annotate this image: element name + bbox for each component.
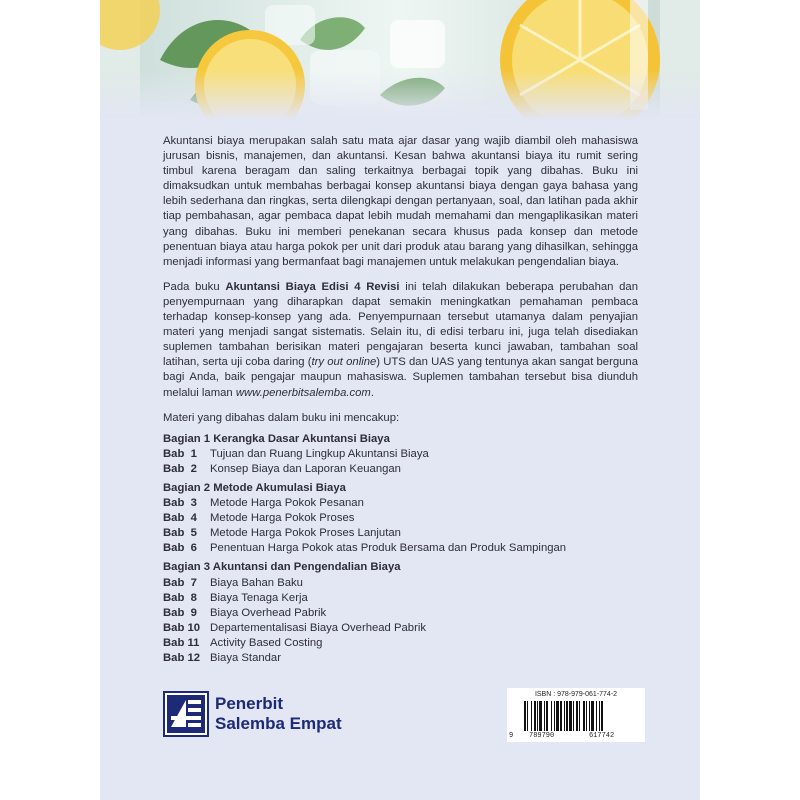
chapter-row (163, 462, 638, 477)
section-2 (163, 481, 638, 556)
chapter-row (163, 621, 638, 636)
section-title: Bagian 3 Akuntansi dan Pengendalian Biaya (163, 561, 401, 574)
barcode-digits-left: 789790 (529, 732, 555, 740)
barcode-bars (512, 701, 640, 731)
chapter-number: Bab 11 (163, 636, 200, 649)
contents-intro: Materi yang dibahas dalam buku ini mencakup: (163, 411, 400, 424)
chapter-number: Bab 10 (163, 621, 201, 634)
intro-paragraph: Akuntansi biaya merupakan salah satu mata ajar dasar yang wajib diambil oleh mahasiswa jurusan bisnis, manajemen, dan akuntansi. Kesan bahwa akuntansi biaya itu rumit sering timbul karena beragam dan saling terkaitnya berbagai topik yang dibahas. Buku ini dimaksudkan untuk membahas berbagai konsep akuntansi biaya dengan gaya bahasa yang lebih sederhana dan ringkas, serta dilengkapi dengan pertanyaan, soal, dan latihan pada akhir tiap pembahasan, agar pembaca dapat lebih mudah memahami dan mengaplikasikan materi yang dibahas. Buku ini memberi penekanan secara khusus pada konsep dan metode penentuan biaya atau harga pokok per unit dari produk atau barang yang dihasilkan, sehingga menjadi informasi yang bermanfaat bagi manajemen untuk melakukan pengendalian biaya. (163, 135, 638, 268)
chapter-number: Bab 3 (163, 497, 197, 510)
publisher-url: www.penerbitsalemba.com (235, 386, 371, 399)
edition-paragraph-text-c: ) UTS dan UAS yang tentunya akan sangat berguna bagi Anda, baik pengajar maupun mahasiswa. Suplemen tambahan tersebut bisa diunduh melalui laman (163, 356, 638, 399)
chapter-number: Bab 12 (163, 652, 201, 664)
isbn-barcode (507, 688, 645, 742)
publisher-block (163, 691, 342, 737)
section-title: Bagian 2 Metode Akumulasi Biaya (163, 481, 346, 494)
section-3 (163, 560, 638, 666)
chapter-row (163, 591, 638, 606)
chapter-number: Bab 4 (163, 512, 197, 525)
edition-paragraph-text-b: ini telah dilakukan beberapa perubahan dan penyempurnaan yang diharapkan dapat semakin meningkatkan pemahaman pembaca terhadap konsep-konsep yang ada. Penyempurnaan tersebut utamanya dalam penyajian materi yang menjadi sangat sistematis. Selain itu, di edisi terbaru ini, juga telah disediakan suplemen tambahan berisikan materi pengajaran beserta kunci jawaban, tambahan soal latihan, serta uji coba daring ( (163, 280, 638, 369)
section-1 (163, 432, 638, 477)
chapter-title: Biaya Tenaga Kerja (210, 591, 308, 604)
chapter-title: Tujuan dan Ruang Lingkup Akuntansi Biaya (210, 447, 429, 460)
chapter-row (163, 496, 638, 511)
chapter-title: Biaya Standar (210, 652, 281, 664)
chapter-row (163, 511, 638, 526)
chapter-title: Biaya Bahan Baku (210, 576, 303, 589)
lemon-water-illustration (100, 0, 700, 120)
publisher-name (215, 694, 342, 734)
description-block (163, 134, 638, 670)
back-cover (100, 0, 700, 800)
chapter-number: Bab 8 (163, 591, 197, 604)
edition-paragraph-text-d: . (370, 386, 374, 399)
publisher-name-line2: Salemba Empat (215, 714, 342, 733)
chapter-number: Bab 9 (163, 606, 197, 619)
chapter-title: Biaya Overhead Pabrik (210, 606, 327, 619)
chapter-number: Bab 1 (163, 447, 197, 460)
lemon-water-photo (100, 0, 700, 120)
publisher-logo-icon (163, 691, 209, 737)
chapter-row (163, 541, 638, 556)
chapter-row (163, 606, 638, 621)
chapter-row (163, 576, 638, 591)
chapter-title: Penentuan Harga Pokok atas Produk Bersama dan Produk Sampingan (210, 542, 567, 555)
chapter-row (163, 636, 638, 651)
barcode-digit-prefix: 9 (509, 732, 514, 740)
try-out-online-term: try out online (311, 356, 377, 369)
book-title: Akuntansi Biaya Edisi 4 Revisi (225, 280, 400, 293)
chapter-number: Bab 7 (163, 576, 197, 589)
chapter-title: Metode Harga Pokok Pesanan (210, 497, 364, 510)
chapter-row (163, 447, 638, 462)
chapter-title: Konsep Biaya dan Laporan Keuangan (210, 462, 401, 475)
section-title: Bagian 1 Kerangka Dasar Akuntansi Biaya (163, 432, 390, 445)
chapter-title: Metode Harga Pokok Proses (210, 512, 355, 525)
edition-paragraph-text-a: Pada buku (163, 280, 226, 293)
barcode-digits-right: 617742 (589, 732, 615, 740)
chapter-number: Bab 6 (163, 542, 197, 555)
chapter-row (163, 526, 638, 541)
chapter-title: Departementalisasi Biaya Overhead Pabrik (210, 621, 427, 634)
publisher-name-line1: Penerbit (215, 694, 284, 713)
chapter-title: Metode Harga Pokok Proses Lanjutan (210, 527, 401, 540)
isbn-label: ISBN : 978-979-061-774-2 (534, 691, 618, 698)
chapter-number: Bab 2 (163, 462, 197, 475)
chapter-title: Activity Based Costing (210, 636, 323, 649)
chapter-row (163, 651, 638, 666)
edition-paragraph (163, 280, 638, 401)
chapter-number: Bab 5 (163, 527, 197, 540)
